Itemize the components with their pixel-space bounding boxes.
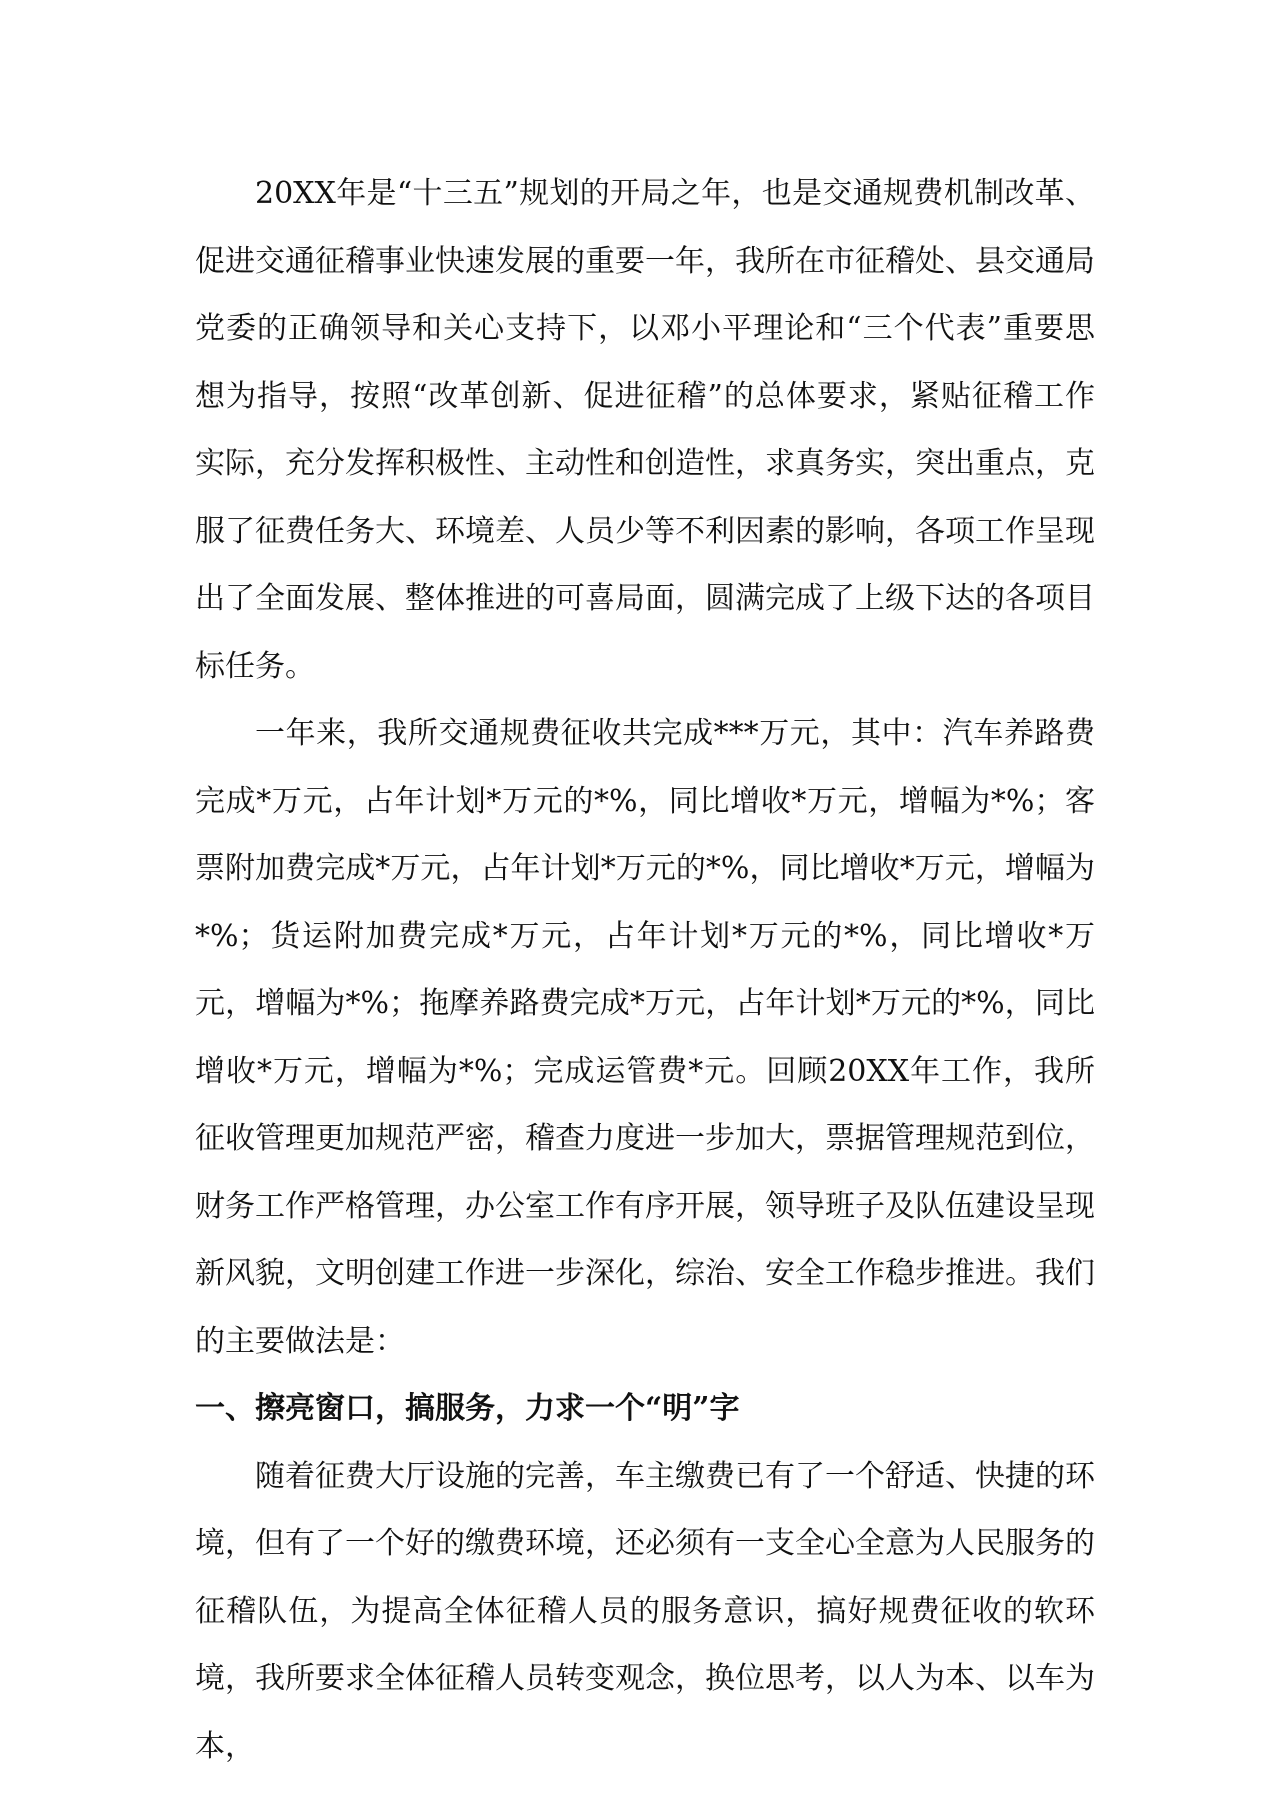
paragraph-intro: 20XX年是“十三五”规划的开局之年，也是交通规费机制改革、促进交通征稽事业快速发展的重要一年，我所在市征稽处、县交通局党委的正确领导和关心支持下，以邓小平理论和“三个代表”重要思想为指导，按照“改革创新、促进征稽”的总体要求，紧贴征稽工作实际，充分发挥积极性、主动性和创造性，求真务实，突出重点，克服了征费任务大、环境差、人员少等不利因素的影响，各项工作呈现出了全面发展、整体推进的可喜局面，圆满完成了上级下达的各项目标任务。 <box>195 176 1095 684</box>
document-body <box>195 160 1095 1780</box>
paragraph-revenue-summary: 一年来，我所交通规费征收共完成***万元，其中：汽车养路费完成*万元，占年计划*万元的*%，同比增收*万元，增幅为*%；客票附加费完成*万元，占年计划*万元的*%，同比增收*万元，增幅为*%；货运附加费完成*万元，占年计划*万元的*%，同比增收*万元，增幅为*%；拖摩养路费完成*万元，占年计划*万元的*%，同比增收*万元，增幅为*%；完成运管费*元。回顾20XX年工作，我所征收管理更加规范严密，稽查力度进一步加大，票据管理规范到位，财务工作严格管理，办公室工作有序开展，领导班子及队伍建设呈现新风貌，文明创建工作进一步深化，综治、安全工作稳步推进。我们的主要做法是： <box>195 716 1095 1359</box>
section-heading: 一、擦亮窗口，搞服务，力求一个“明”字 <box>195 1391 740 1426</box>
paragraph-service: 随着征费大厅设施的完善，车主缴费已有了一个舒适、快捷的环境，但有了一个好的缴费环境，还必须有一支全心全意为人民服务的征稽队伍，为提高全体征稽人员的服务意识，搞好规费征收的软环境，我所要求全体征稽人员转变观念，换位思考，以人为本、以车为本， <box>195 1458 1095 1764</box>
